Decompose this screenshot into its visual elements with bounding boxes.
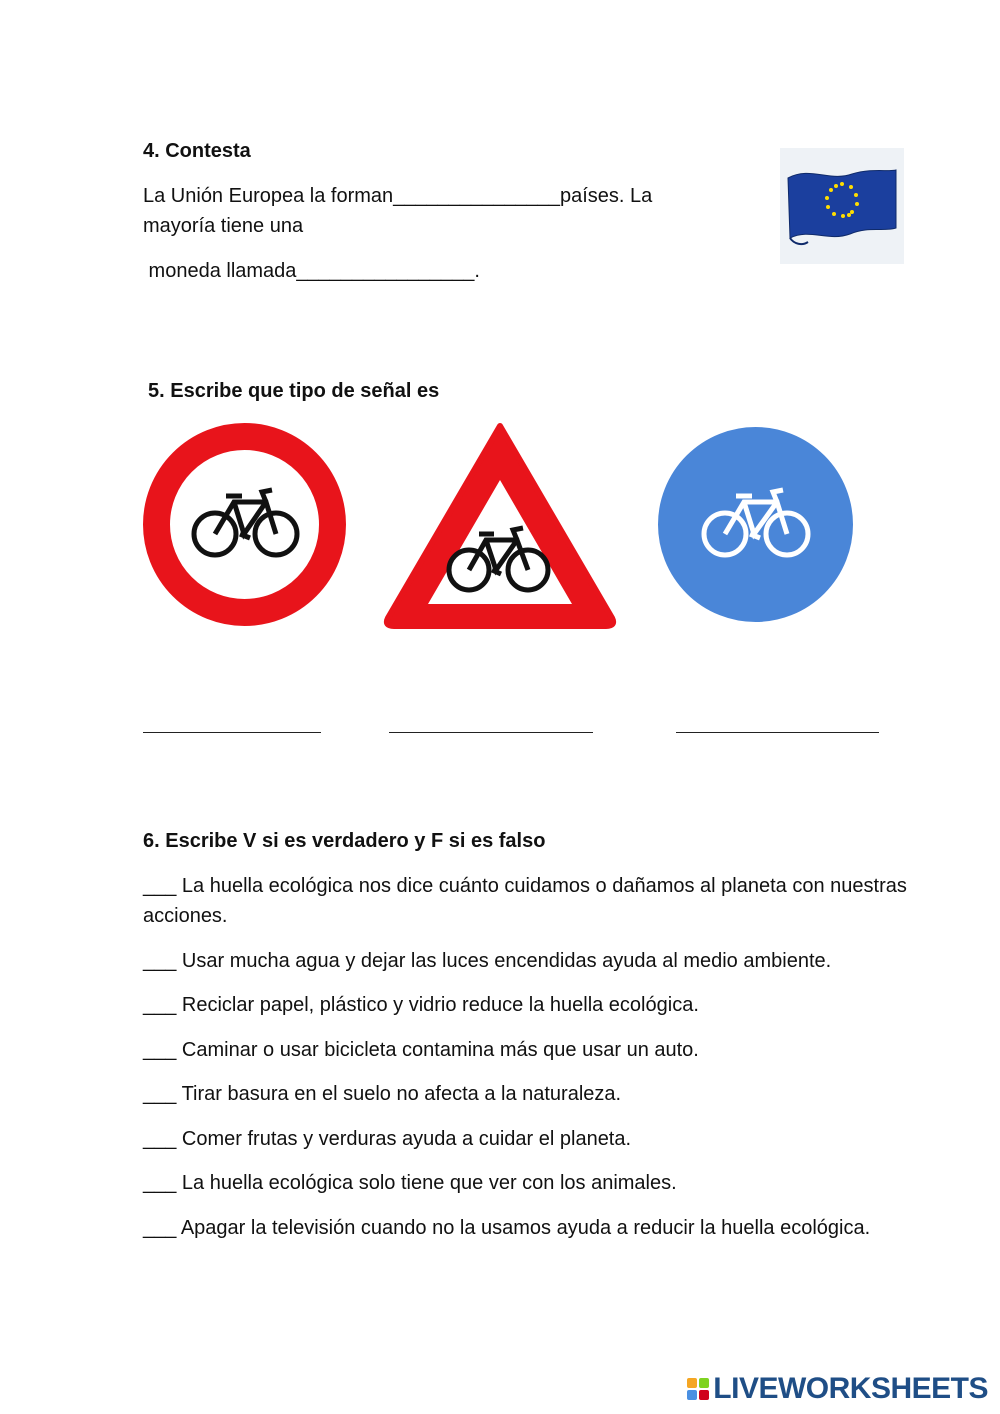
q4-title: 4. Contesta — [143, 140, 251, 162]
tf-statement: ___ Comer frutas y verduras ayuda a cuidar el planeta. — [143, 1128, 632, 1150]
tf-statement: ___ Reciclar papel, plástico y vidrio reduce la huella ecológica. — [143, 994, 699, 1016]
mandatory-bicycle-sign — [653, 422, 858, 627]
answer-line-sign-2[interactable] — [389, 732, 593, 733]
tf-statement: ___ Usar mucha agua y dejar las luces encendidas ayuda al medio ambiente. — [143, 950, 832, 972]
eu-flag-icon — [780, 148, 904, 264]
liveworksheets-logo-icon — [687, 1378, 709, 1400]
tf-statement: ___ Apagar la televisión cuando no la usamos ayuda a reducir la huella ecológica. — [143, 1217, 871, 1239]
tf-statement: ___ La huella ecológica solo tiene que ver con los animales. — [143, 1172, 677, 1194]
answer-line-sign-1[interactable] — [143, 732, 321, 733]
tf-statement: ___ Tirar basura en el suelo no afecta a la naturaleza. — [143, 1083, 622, 1105]
liveworksheets-logo — [687, 1372, 988, 1406]
q4-sentence-1: La Unión Europea la forman_______________países. La mayoría tiene una — [143, 185, 653, 237]
brand-name: LIVEWORKSHEETS — [713, 1372, 988, 1405]
warning-bicycle-sign — [380, 418, 620, 630]
answer-line-sign-3[interactable] — [676, 732, 879, 733]
q6-title: 6. Escribe V si es verdadero y F si es falso — [143, 830, 546, 852]
tf-statement: ___ La huella ecológica nos dice cuánto cuidamos o dañamos al planeta con nuestras acciones. — [143, 875, 907, 927]
prohibition-bicycle-sign — [142, 422, 347, 627]
eu-flag-image — [780, 148, 904, 264]
q5-title: 5. Escribe que tipo de señal es — [148, 380, 440, 402]
q4-sentence-2: moneda llamada________________. — [143, 260, 480, 282]
tf-statement: ___ Caminar o usar bicicleta contamina más que usar un auto. — [143, 1039, 699, 1061]
